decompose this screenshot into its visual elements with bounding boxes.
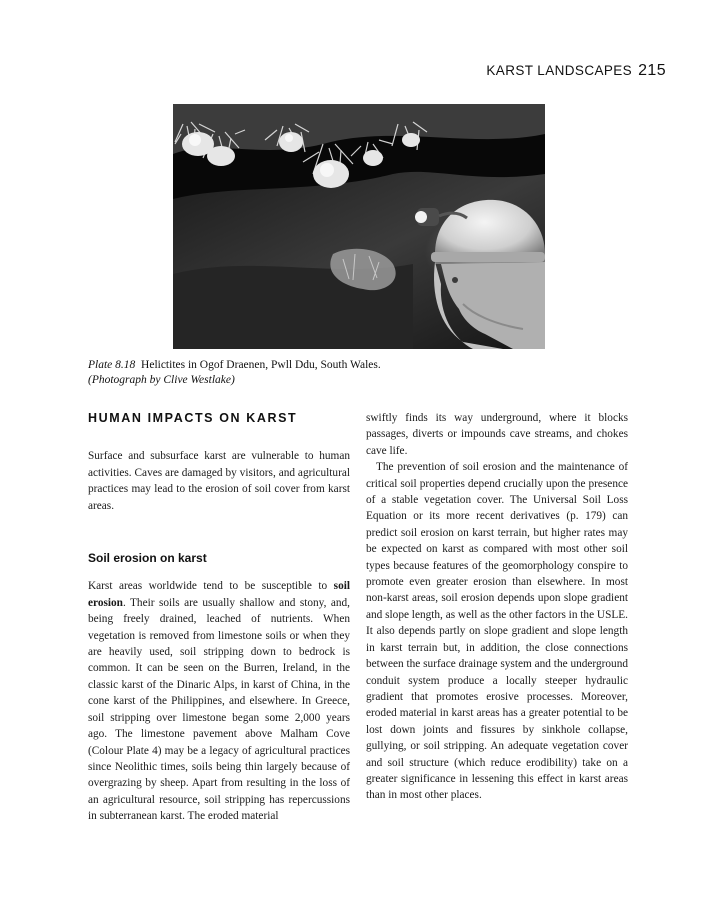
cave-photo-illustration <box>173 104 545 349</box>
plate-photograph <box>173 104 545 349</box>
soil-erosion-term: soil erosion <box>88 580 350 609</box>
prevention-paragraph: The prevention of soil erosion and the maintenance of critical soil properties depend crucially upon the presence of a stable vegetation cover. The Universal Soil Loss Equation or its more recent derivatives (p. 179) can predict soil erosion on karst terrain, but higher rates may be expected on karst as compared with most other soil types because features of the geomorphology conspire to promote even greater erosion than elsewhere. In most non-karst areas, soil erosion depends upon slope gradient and slope length, as well as the other factors in the USLE. It also depends partly on slope gradient and slope length in karst terrain but, in addition, the close connections between the surface drainage system and the underground conduit system produce a locally steeper hydraulic gradient that promotes erosive processes. Moreover, eroded material in karst areas has a greater potential to be lost down joints and fissures by sinkhole collapse, gullying, or soil stripping. An adequate vegetation cover and soil structure (which reduce erodibility) take on a greater significance in lessening this effect in karst areas than in most other places. <box>366 461 628 802</box>
plate-caption <box>88 358 508 388</box>
soil-erosion-lead: Karst areas worldwide tend to be susceptible to <box>88 580 334 593</box>
plate-label: Plate 8.18 <box>88 359 136 371</box>
intro-paragraph: Surface and subsurface karst are vulnerable to human activities. Caves are damaged by visitors, and agricultural practices may lead to the erosion of soil cover from karst areas. <box>88 450 350 512</box>
soil-erosion-paragraph <box>88 578 350 824</box>
plate-credit: (Photograph by Clive Westlake) <box>88 374 235 386</box>
running-head-title: KARST LANDSCAPES <box>486 63 633 78</box>
left-column <box>88 410 350 825</box>
right-column <box>366 410 628 804</box>
continuation-paragraph: swiftly finds its way underground, where it blocks passages, diverts or impounds cave streams, and chokes cave life. <box>366 412 628 457</box>
soil-erosion-rest: . Their soils are usually shallow and stony, and, being freely drained, leached of nutrients. When vegetation is removed from limestone soils or when they are heavily used, soil stripping down to bedrock is common. It can be seen on the Burren, Ireland, in the classic karst of the Dinaric Alps, in karst of China, in the cone karst of the Philippines, and elsewhere. In Greece, soil stripping over limestone began some 2,000 years ago. The limestone pavement above Malham Cove (Colour Plate 4) may be a legacy of agricultural practices since Neolithic times, soils being thin largely because of overgrazing by sheep. Apart from resulting in the loss of an agricultural resource, soil stripping has repercussions in subterranean karst. The eroded material <box>88 596 350 823</box>
page-number: 215 <box>638 62 666 79</box>
plate-text: Helictites in Ogof Draenen, Pwll Ddu, South Wales. <box>141 359 381 371</box>
subsection-heading: Soil erosion on karst <box>88 551 207 566</box>
section-heading: HUMAN IMPACTS ON KARST <box>88 411 298 425</box>
running-head <box>486 62 666 80</box>
